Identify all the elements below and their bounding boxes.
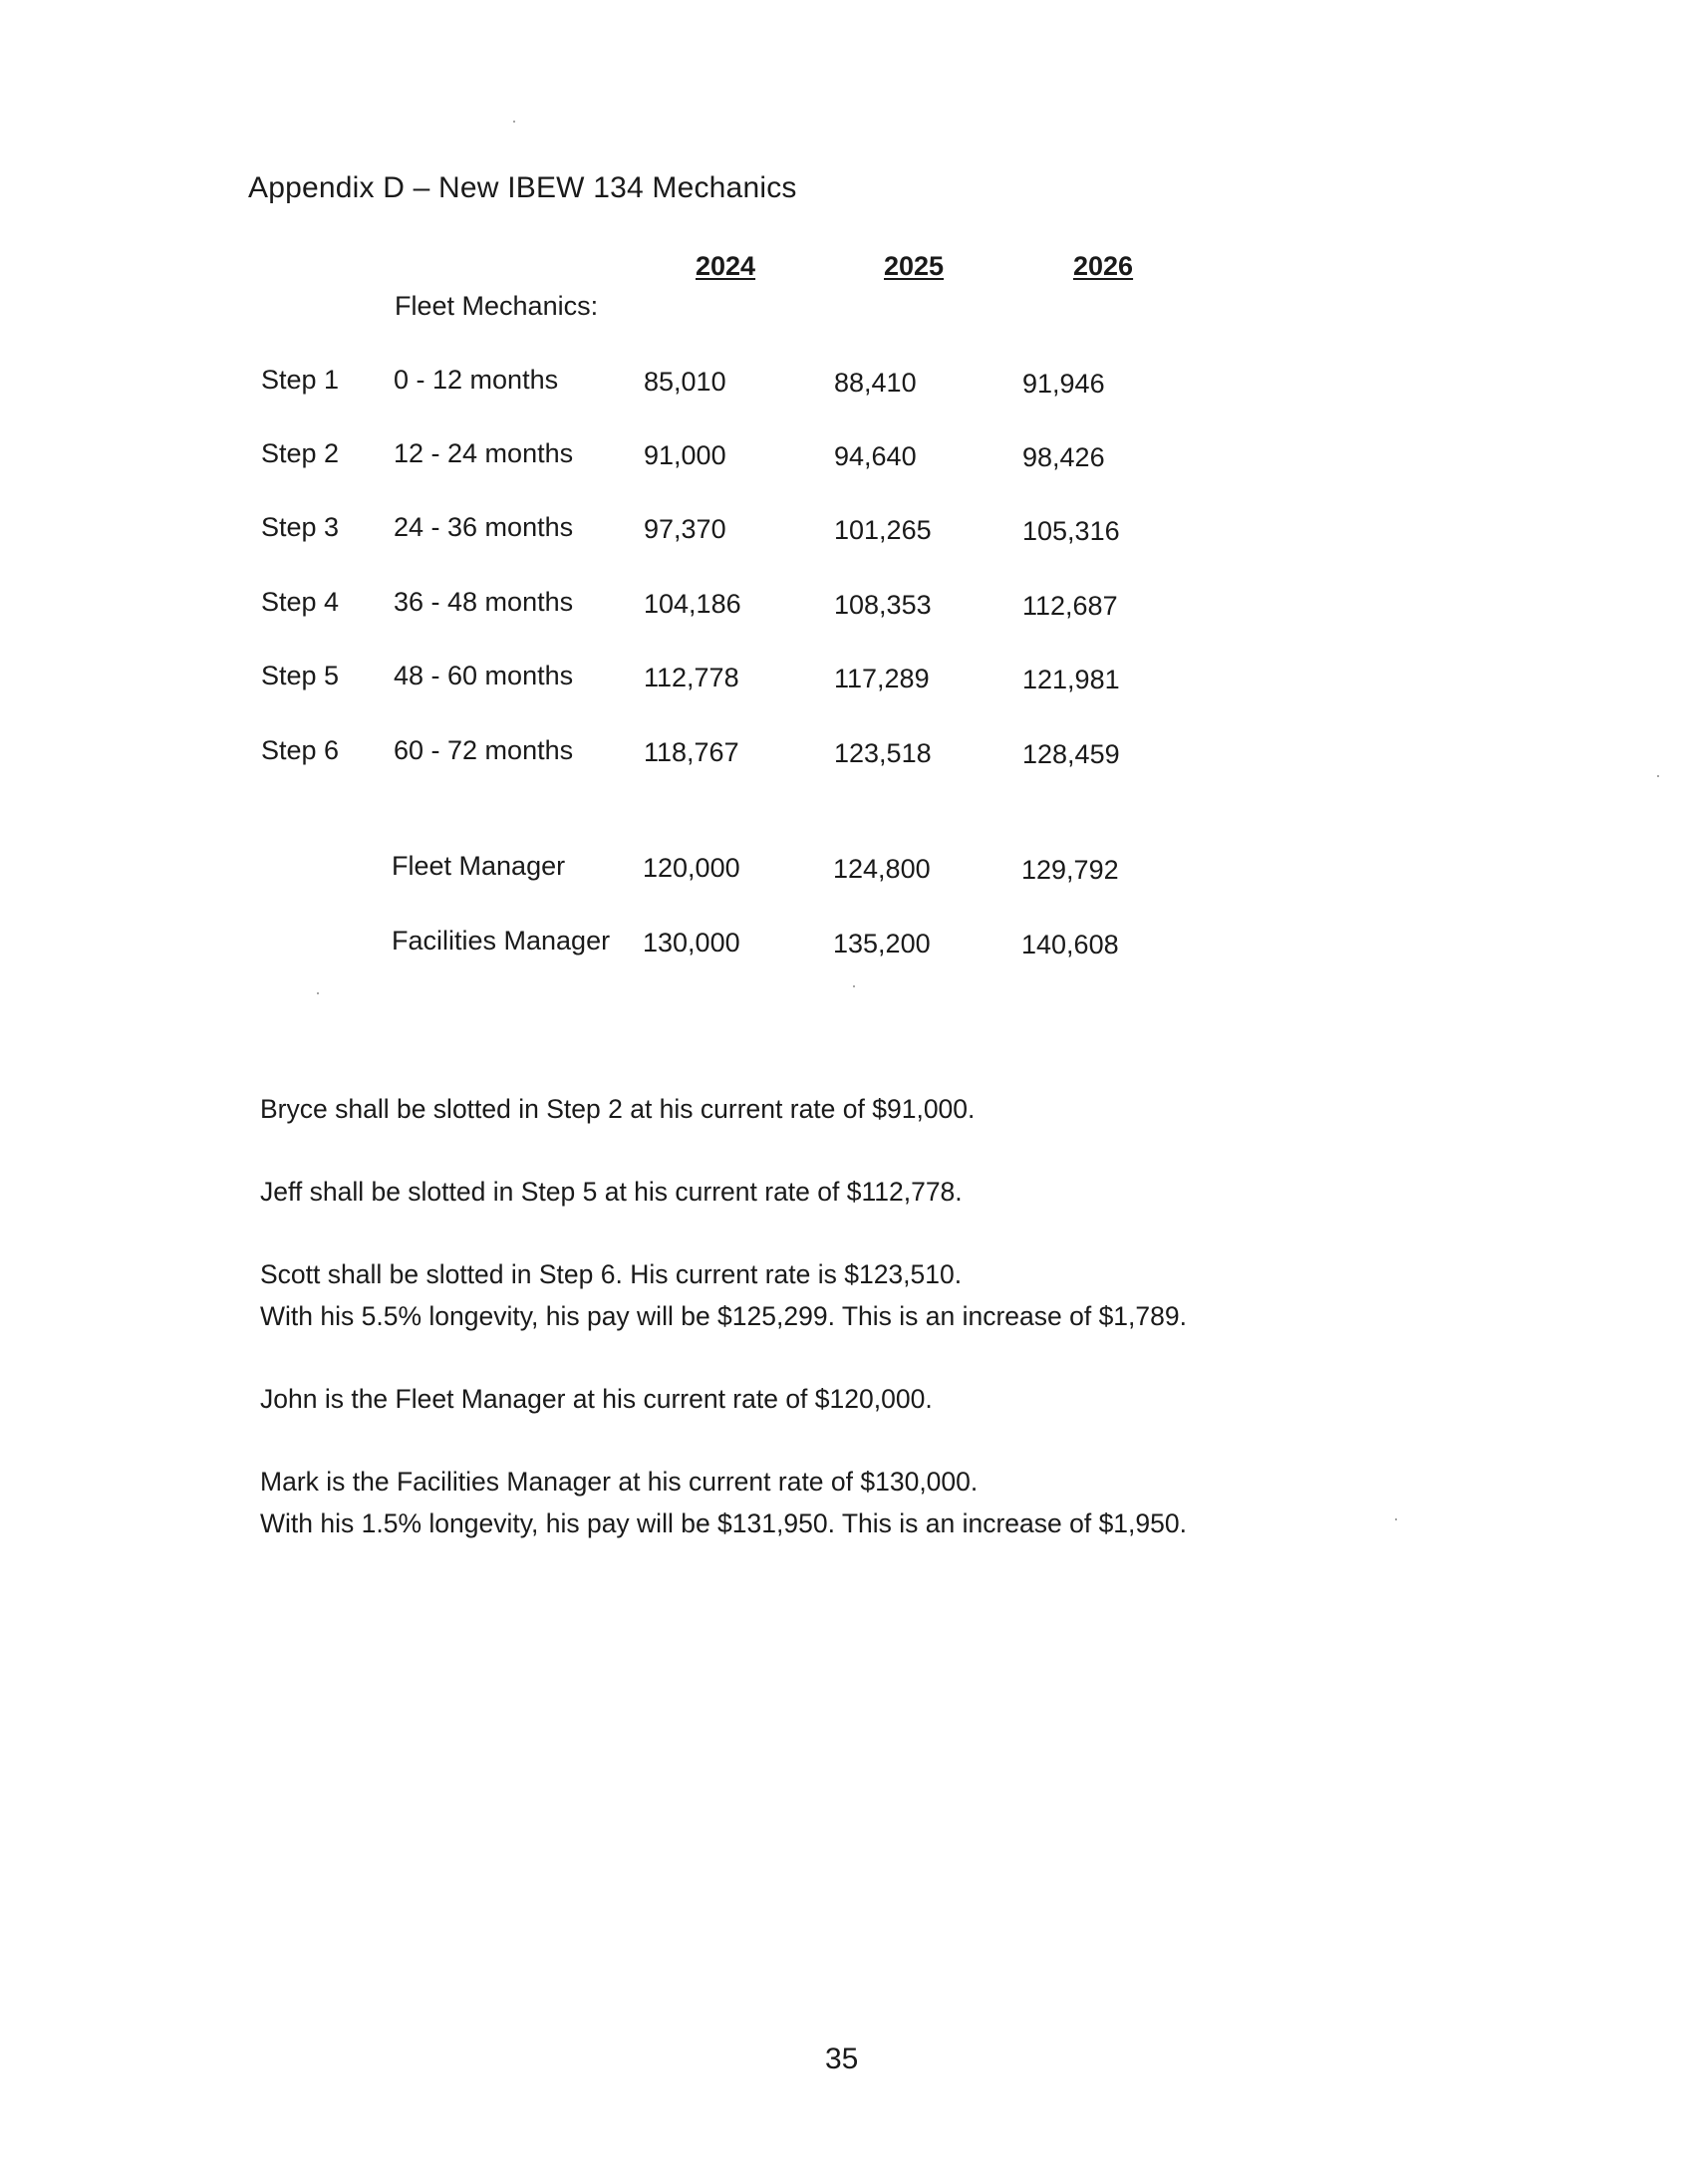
value-2025: 123,518	[834, 738, 932, 768]
value-2024: 112,778	[644, 663, 739, 692]
value-2026: 112,687	[1022, 591, 1118, 621]
step-label: Step 2	[261, 438, 340, 468]
value-2024: 85,010	[644, 367, 726, 397]
step-label: Step 4	[261, 587, 340, 617]
step-label: Step 1	[261, 365, 340, 395]
scan-speck	[853, 985, 855, 987]
note-bryce: Bryce shall be slotted in Step 2 at his current rate of $91,000.	[260, 1094, 976, 1124]
scan-speck	[1395, 1518, 1397, 1520]
value-2025: 88,410	[834, 368, 917, 398]
value-2026: 129,792	[1021, 855, 1119, 885]
section-label: Fleet Mechanics:	[395, 291, 599, 321]
step-label: Step 6	[261, 735, 340, 765]
value-2024: 91,000	[644, 440, 726, 470]
page-number: 35	[825, 2043, 859, 2075]
value-2026: 128,459	[1022, 739, 1120, 769]
note-scott: Scott shall be slotted in Step 6. His current rate is $123,510.	[260, 1259, 963, 1289]
value-2026: 140,608	[1021, 930, 1119, 959]
value-2024: 97,370	[644, 514, 726, 544]
step-range: 0 - 12 months	[394, 365, 559, 395]
value-2025: 94,640	[834, 441, 917, 471]
value-2025: 117,289	[834, 664, 930, 693]
manager-role: Fleet Manager	[392, 851, 566, 881]
value-2025: 101,265	[834, 515, 932, 545]
value-2025: 124,800	[833, 854, 931, 884]
step-range: 12 - 24 months	[394, 438, 574, 468]
scan-speck	[317, 992, 319, 994]
scan-speck	[1657, 775, 1659, 777]
step-range: 24 - 36 months	[394, 512, 574, 542]
value-2026: 121,981	[1022, 665, 1120, 694]
note-scott-longevity: With his 5.5% longevity, his pay will be $125,299. This is an increase of $1,789.	[260, 1301, 1187, 1331]
step-label: Step 3	[261, 512, 340, 542]
year-header-2024: 2024	[696, 251, 756, 281]
scan-speck	[513, 121, 515, 123]
note-jeff: Jeff shall be slotted in Step 5 at his current rate of $112,778.	[260, 1177, 963, 1207]
value-2024: 120,000	[643, 853, 740, 883]
note-mark-longevity: With his 1.5% longevity, his pay will be $131,950. This is an increase of $1,950.	[260, 1508, 1187, 1538]
value-2025: 108,353	[834, 590, 932, 620]
value-2024: 118,767	[644, 737, 739, 767]
value-2026: 91,946	[1022, 369, 1105, 399]
value-2026: 98,426	[1022, 442, 1105, 472]
step-range: 48 - 60 months	[394, 661, 574, 690]
step-label: Step 5	[261, 661, 340, 690]
manager-role: Facilities Manager	[392, 926, 611, 956]
value-2025: 135,200	[833, 929, 931, 958]
value-2024: 130,000	[643, 928, 740, 957]
page-title: Appendix D – New IBEW 134 Mechanics	[248, 171, 797, 204]
year-header-2026: 2026	[1073, 251, 1134, 281]
step-range: 60 - 72 months	[394, 735, 574, 765]
note-mark: Mark is the Facilities Manager at his current rate of $130,000.	[260, 1467, 979, 1497]
step-range: 36 - 48 months	[394, 587, 574, 617]
year-header-2025: 2025	[884, 251, 945, 281]
value-2024: 104,186	[644, 589, 741, 619]
value-2026: 105,316	[1022, 516, 1120, 546]
note-john: John is the Fleet Manager at his current rate of $120,000.	[260, 1384, 933, 1414]
